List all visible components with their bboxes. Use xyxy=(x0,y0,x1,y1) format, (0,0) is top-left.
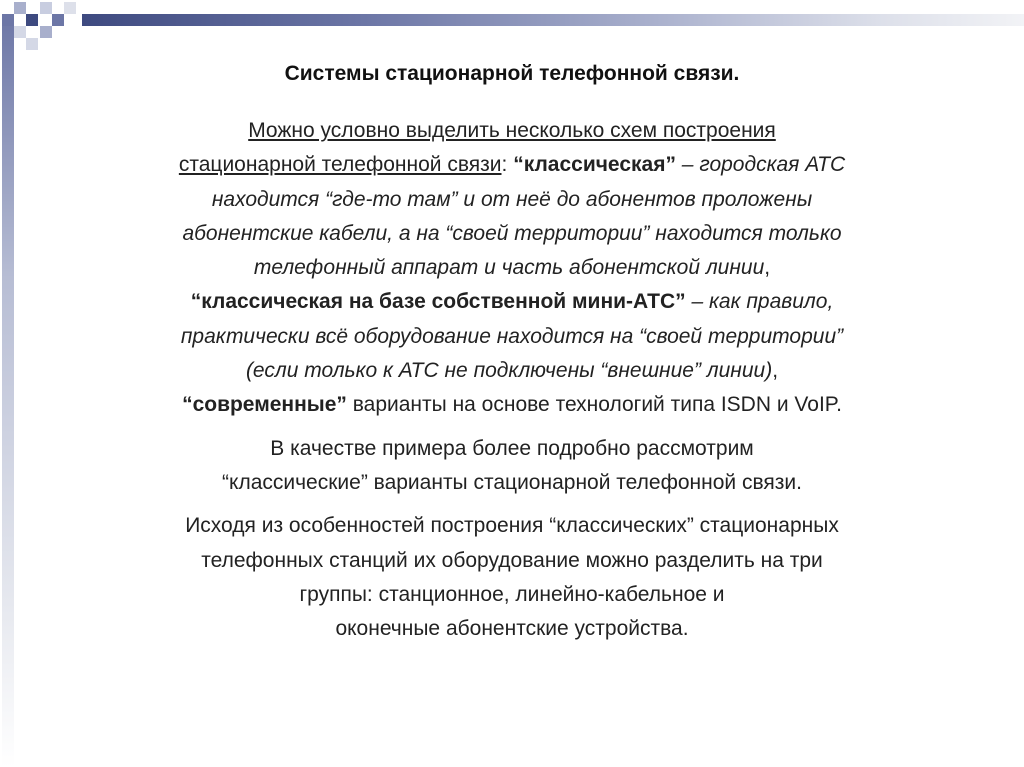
mini-pbx-text-line2: практически всё оборудование находится на “своей территории” xyxy=(180,324,844,348)
modern-scheme-text: варианты на основе технологий типа ISDN и VoIP. xyxy=(346,393,842,417)
intro-text-line2: стационарной телефонной связи xyxy=(178,153,502,177)
groups-text-line1: Исходя из особенностей построения “классических” стационарных xyxy=(185,514,839,538)
classic-scheme-end: , xyxy=(764,256,771,280)
slide-body xyxy=(60,114,964,646)
deco-square-7 xyxy=(40,26,52,38)
slide-title: Системы стационарной телефонной связи. xyxy=(284,62,740,85)
paragraph-schemes xyxy=(60,114,964,423)
deco-square-3 xyxy=(2,14,14,26)
decorative-top-bar xyxy=(82,14,1024,26)
groups-text-line3: группы: станционное, линейно-кабельное и xyxy=(299,582,725,606)
mini-pbx-text-line1: – как правило, xyxy=(685,290,834,314)
example-text-line2: “классические” варианты стационарной телефонной связи. xyxy=(222,470,802,494)
deco-square-4 xyxy=(26,14,38,26)
mini-pbx-text-line3: (если только к АТС не подключены “внешние” линии) xyxy=(245,359,773,383)
deco-square-6 xyxy=(14,26,26,38)
decorative-left-bar xyxy=(2,14,14,767)
paragraph-equipment-groups xyxy=(60,509,964,646)
classic-scheme-text-line2: находится “где-то там” и от неё до абонентов проложены xyxy=(211,187,813,211)
classic-scheme-text-line1: – городская АТС xyxy=(675,153,846,177)
deco-square-9 xyxy=(64,2,76,14)
classic-scheme-text-line3: абонентские кабели, а на “своей территории” находится только xyxy=(182,221,842,245)
mini-pbx-scheme-label: “классическая на базе собственной мини-АТС” xyxy=(190,290,686,314)
deco-square-8 xyxy=(26,38,38,50)
groups-text-line2: телефонных станций их оборудование можно разделить на три xyxy=(201,548,823,572)
modern-scheme-label: “современные” xyxy=(182,393,347,417)
intro-colon: : xyxy=(501,153,508,177)
deco-square-1 xyxy=(14,2,26,14)
classic-scheme-text-line4: телефонный аппарат и часть абонентской линии xyxy=(253,256,765,280)
groups-text-line4: оконечные абонентские устройства. xyxy=(335,617,689,641)
classic-scheme-label: “классическая” xyxy=(513,153,676,177)
intro-text-line1: Можно условно выделить несколько схем построения xyxy=(248,119,776,142)
deco-square-5 xyxy=(52,14,64,26)
mini-pbx-end: , xyxy=(772,359,779,383)
example-text-line1: В качестве примера более подробно рассмотрим xyxy=(270,436,754,460)
deco-square-2 xyxy=(40,2,52,14)
paragraph-example xyxy=(60,432,964,501)
